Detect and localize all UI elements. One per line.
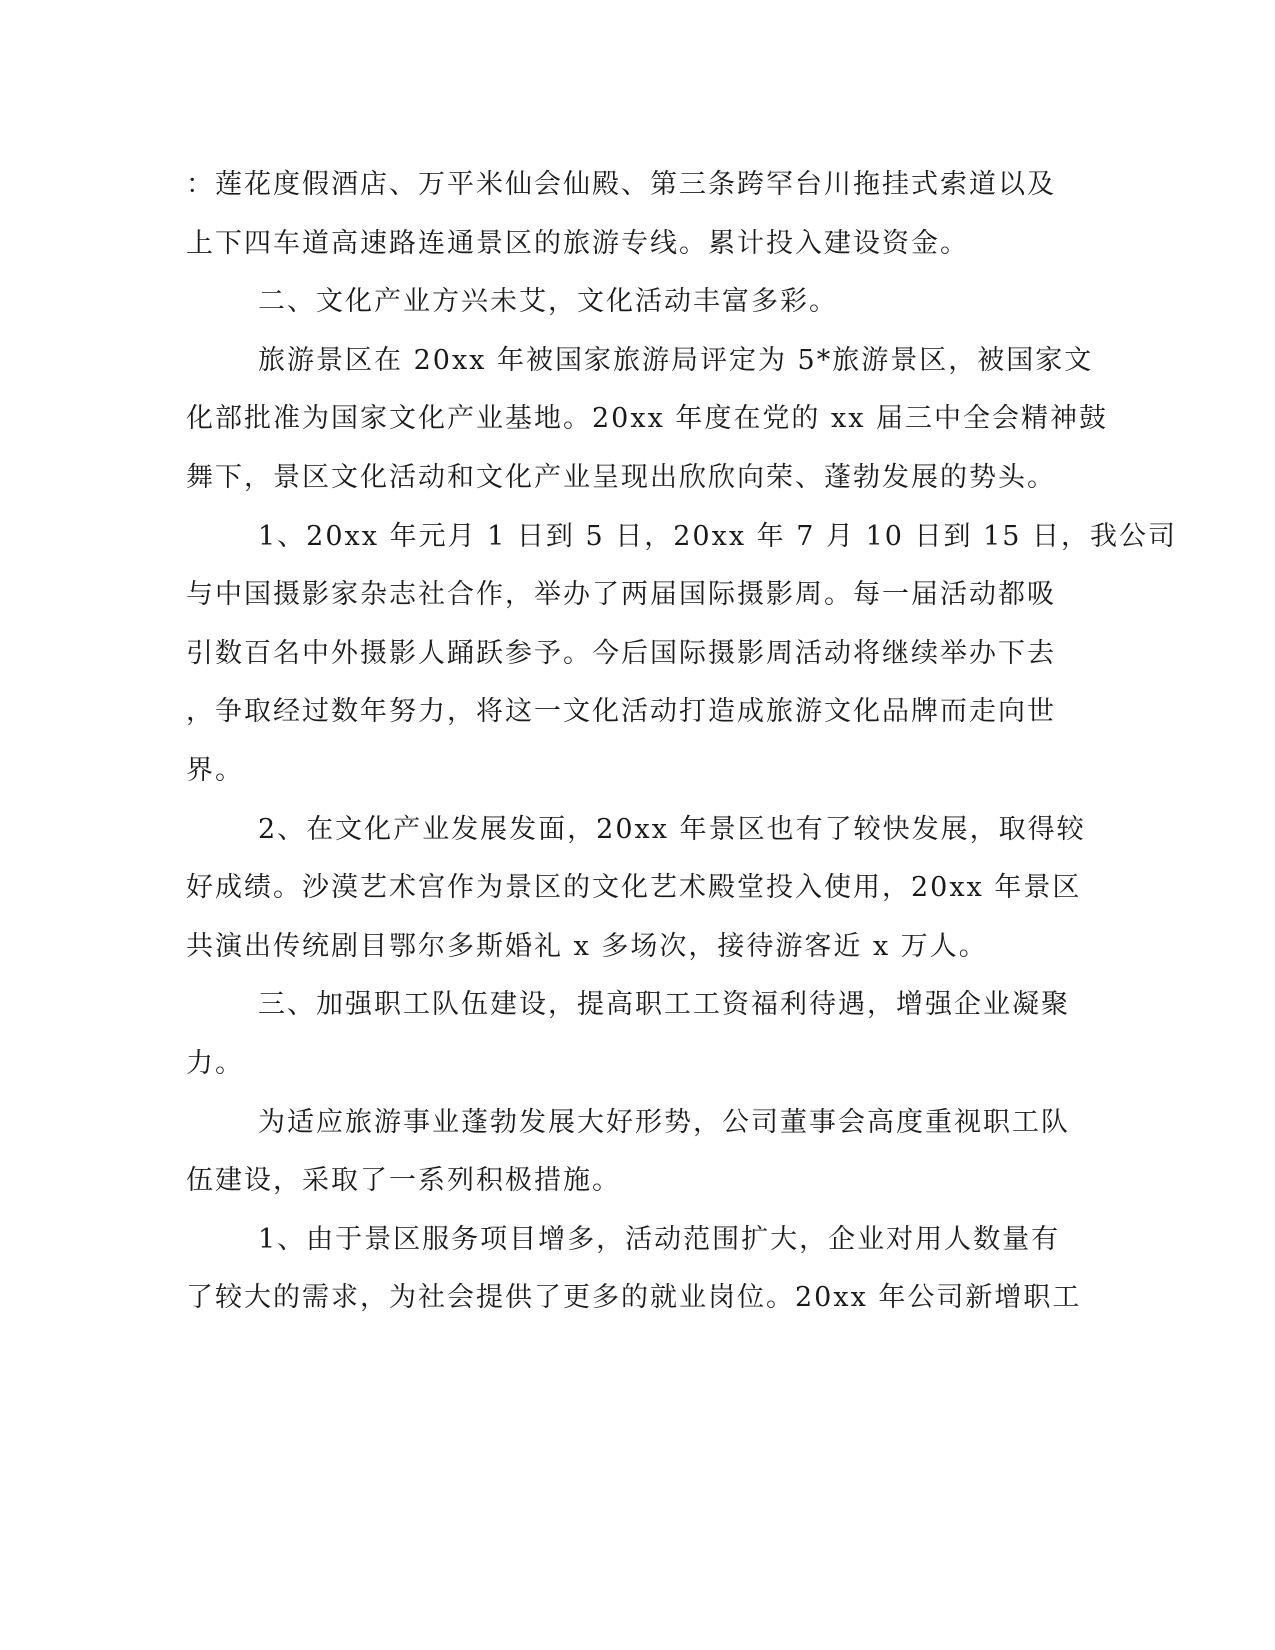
text-line: 舞下，景区文化活动和文化产业呈现出欣欣向荣、蓬勃发展的势头。 — [186, 461, 1056, 493]
text-line: 伍建设，采取了一系列积极措施。 — [186, 1165, 621, 1197]
document-body — [186, 156, 1178, 1328]
text-line: 界。 — [186, 754, 244, 786]
section-heading: 二、文化产业方兴未艾，文化活动丰富多彩。 — [258, 286, 838, 318]
text-line: 为适应旅游事业蓬勃发展大好形势，公司董事会高度重视职工队 — [258, 1106, 1070, 1138]
text-line: 好成绩。沙漠艺术宫作为景区的文化艺术殿堂投入使用，20xx 年景区 — [186, 872, 1082, 904]
text-line: 引数百名中外摄影人踊跃参予。今后国际摄影周活动将继续举办下去 — [186, 637, 1056, 669]
text-line: 共演出传统剧目鄂尔多斯婚礼 x 多场次，接待游客近 x 万人。 — [186, 930, 988, 962]
text-line: ，争取经过数年努力，将这一文化活动打造成旅游文化品牌而走向世 — [186, 696, 1056, 728]
text-line: 上下四车道高速路连通景区的旅游专线。累计投入建设资金。 — [186, 227, 969, 259]
text-line: 了较大的需求，为社会提供了更多的就业岗位。20xx 年公司新增职工 — [186, 1282, 1082, 1314]
text-line: 1、由于景区服务项目增多，活动范围扩大，企业对用人数量有 — [258, 1223, 1061, 1255]
text-line: 化部批准为国家文化产业基地。20xx 年度在党的 xx 届三中全会精神鼓 — [186, 403, 1109, 435]
section-heading: 三、加强职工队伍建设，提高职工工资福利待遇，增强企业凝聚 — [258, 989, 1070, 1021]
text-line: 与中国摄影家杂志社合作，举办了两届国际摄影周。每一届活动都吸 — [186, 579, 1056, 611]
text-line: 力。 — [186, 1047, 244, 1079]
text-line: ：莲花度假酒店、万平米仙会仙殿、第三条跨罕台川拖挂式索道以及 — [186, 169, 1056, 200]
text-line: 旅游景区在 20xx 年被国家旅游局评定为 5*旅游景区，被国家文 — [258, 344, 1094, 376]
text-line: 1、20xx 年元月 1 日到 5 日，20xx 年 7 月 10 日到 15 日，我公司 — [258, 520, 1178, 552]
text-line: 2、在文化产业发展发面，20xx 年景区也有了较快发展，取得较 — [258, 813, 1086, 845]
